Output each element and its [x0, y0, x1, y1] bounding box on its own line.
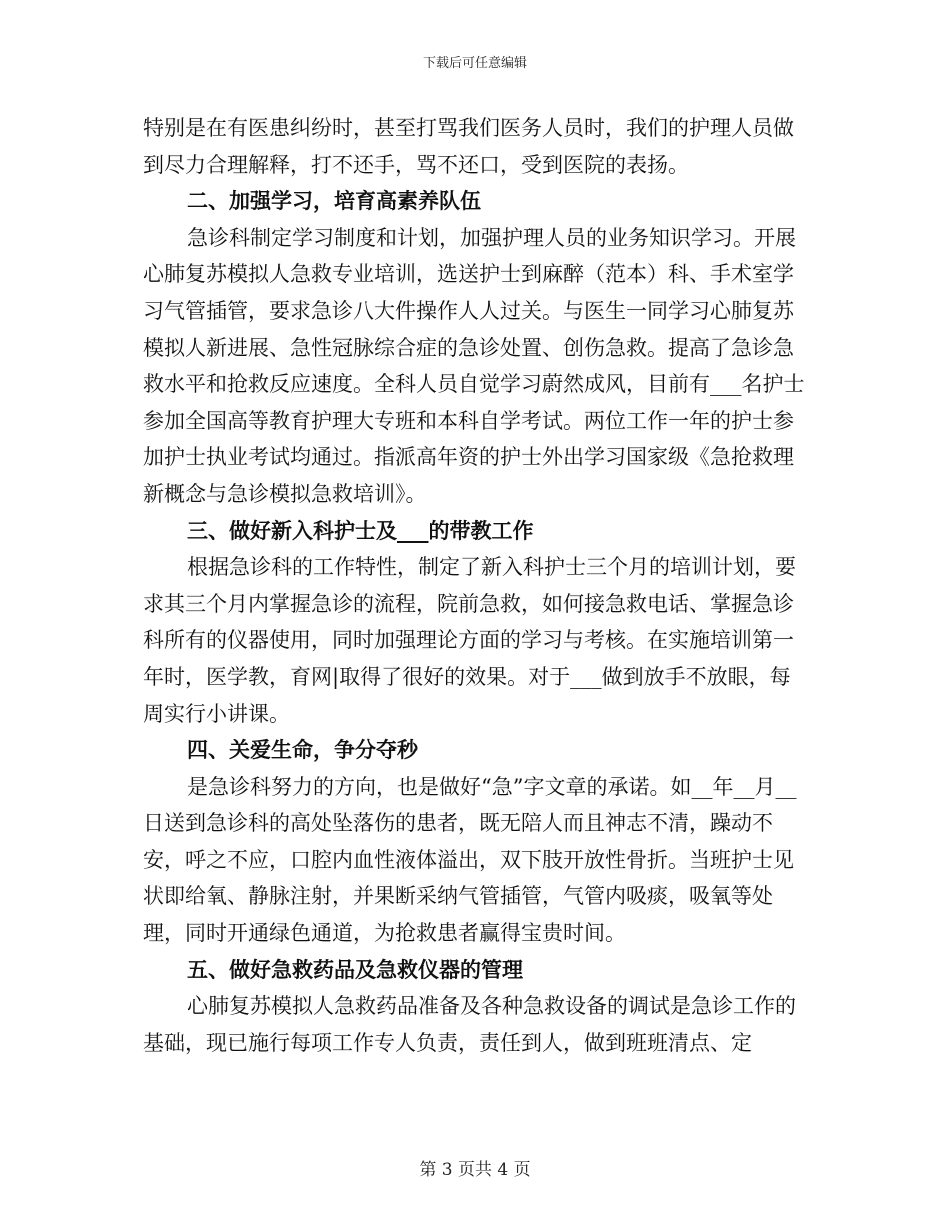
paragraph-section-2: 急诊科制定学习制度和计划，加强护理人员的业务知识学习。开展心肺复苏模拟人急救专业培训，选送护士到麻醉（范本）科、手术室学习气管插管，要求急诊八大件操作人人过关。与医生一同学习心肺复苏模拟人新进展、急性冠脉综合症的急诊处置、创伤急救。提高了急诊急救水平和抢救反应速度。全科人员自觉学习蔚然成风，目前有___名护士参加全国高等教育护理大专班和本科自学考试。两位工作一年的护士参加护士执业考试均通过。指派高年资的护士外出学习国家级《急抢救理新概念与急诊模拟急救培训》。 [143, 225, 805, 506]
paragraph-section-5: 心肺复苏模拟人急救药品准备及各种急救设备的调试是急诊工作的基础，现已施行每项工作专人负责，责任到人，做到班班清点、定 [143, 994, 796, 1055]
paragraph-section-3: 根据急诊科的工作特性，制定了新入科护士三个月的培训计划，要求其三个月内掌握急诊的流程，院前急救，如何接急救电话、掌握急诊科所有的仪器使用，同时加强理论方面的学习与考核。在实施培训第一年时，医学教，育网|取得了很好的效果。对于___做到放手不放眼，每周实行小讲课。 [143, 555, 796, 726]
page-header: 下载后可任意编辑 [422, 56, 527, 71]
document-body [143, 110, 808, 1061]
paragraph-section-4: 是急诊科努力的方向，也是做好“急”字文章的承诺。如__年__月__日送到急诊科的高处坠落伤的患者，既无陪人而且神志不清，躁动不安，呼之不应，口腔内血性液体溢出，双下肢开放性骨折。当班护士见状即给氧、静脉注射，并果断采纳气管插管，气管内吸痰，吸氧等处理，同时开通绿色通道，为抢救患者赢得宝贵时间。 [143, 774, 797, 946]
page-footer: 第 3 页共 4 页 [419, 1160, 531, 1180]
section-heading-2: 二、加强学习，培育高素养队伍 [187, 189, 481, 214]
section-heading-4: 四、关爱生命，争分夺秒 [187, 738, 418, 763]
section-heading-5: 五、做好急救药品及急救仪器的管理 [187, 957, 523, 982]
section-heading-3: 三、做好新入科护士及___的带教工作 [187, 518, 534, 543]
paragraph-continuation: 特别是在有医患纠纷时，甚至打骂我们医务人员时，我们的护理人员做到尽力合理解释，打不还手，骂不还口，受到医院的表扬。 [143, 116, 794, 177]
